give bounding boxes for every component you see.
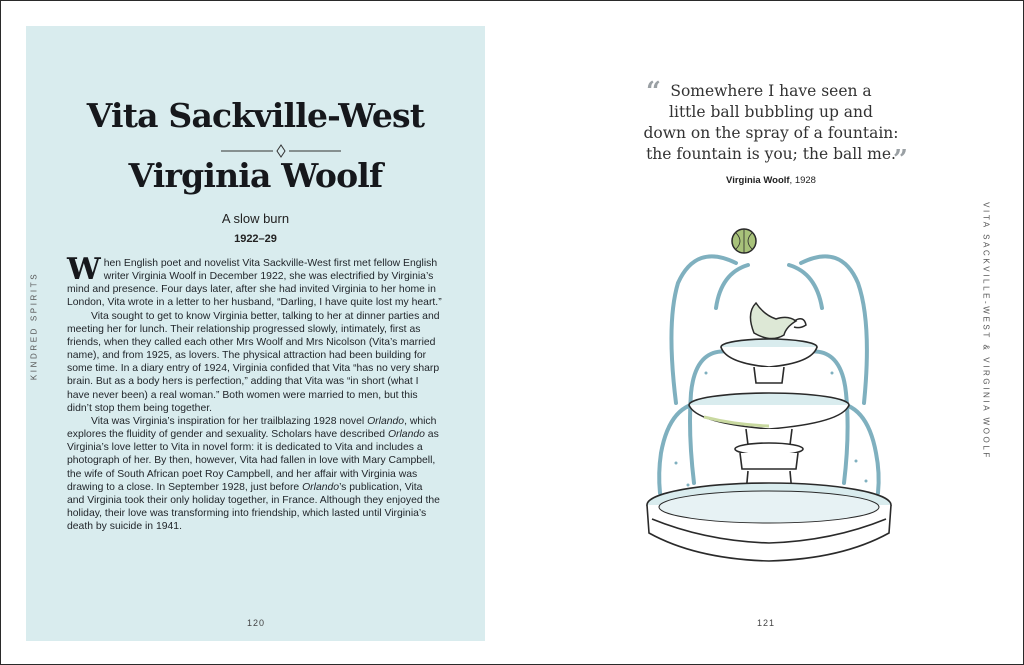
title-line-2: Virginia Woolf (128, 156, 383, 195)
attribution-name: Virginia Woolf (726, 175, 790, 186)
quote-line: the fountain is you; the ball me. (646, 145, 896, 163)
paragraph-1 (67, 252, 442, 310)
quote-attribution (621, 175, 921, 186)
side-label-left: KINDRED SPIRITS (29, 271, 39, 381)
attribution-year: , 1928 (789, 175, 816, 186)
ball (732, 229, 756, 253)
paragraph-1-text: hen English poet and novelist Vita Sackville-West first met fellow English writer Virginia Woolf in December 1922, she was electrified by Virginia’s mind and presence. Four days later, after she had invited Virginia to her home in London, Vita wrote in a letter to her husband, “Darling, I have quite lost my heart.” (67, 258, 442, 309)
fountain-body (647, 339, 891, 561)
body-text (67, 252, 442, 533)
title-line-1: Vita Sackville-West (86, 96, 425, 135)
quote-line: Somewhere I have seen a (670, 82, 872, 100)
fish-statue (750, 303, 806, 339)
paragraph-2: Vita sought to get to know Virginia better, talking to her at dinner parties and meeting her for lunch. Their relationship progressed slowly, intimately, first as friends, when they called each other Mrs Woolf and Mrs Nicolson (Vita’s married name), and from 1925, as lovers. The physical attraction had been building for some time. In a diary entry of 1924, Virginia confided that Vita “has no very sharp brain. But as a body hers is perfection,” adding that Vita was “in short (what I have never been) a real woman.” Both women were married to men, but this didn’t stop them being together. (67, 310, 440, 414)
years: 1922–29 (234, 233, 277, 245)
side-label-right: VITA SACKVILLE-WEST & VIRGINIA WOOLF (981, 202, 991, 460)
quote-line: little ball bubbling up and (669, 103, 873, 121)
page-number-right: 121 (757, 618, 776, 628)
quote-open-mark: “ (646, 77, 661, 107)
page-number-left: 120 (247, 618, 266, 628)
paragraph-3: Vita was Virginia’s inspiration for her trailblazing 1928 novel Orlando, which explores the fluidity of gender and sexuality. Scholars have described Orlando as Virginia’s love letter to Vita in novel form: it is dedicated to Vita and includes a photograph of her. By then, however, Vita had fallen in love with Mary Campbell, the wife of South African poet Roy Campbell, and her affair with Virginia was drawing to a close. In September 1928, just before Orlando’s publication, Vita and Virginia took their only holiday together, in France. Although they enjoyed the holiday, their love was transforming into friendship, which lasted until Virginia’s death by suicide in 1941. (67, 415, 440, 533)
subtitle: A slow burn (221, 211, 290, 226)
quote-close-mark: ” (893, 145, 908, 175)
drop-cap: W (67, 252, 101, 287)
fountain-illustration (636, 223, 901, 583)
pull-quote (621, 81, 921, 165)
quote-line: down on the spray of a fountain: (643, 124, 899, 142)
